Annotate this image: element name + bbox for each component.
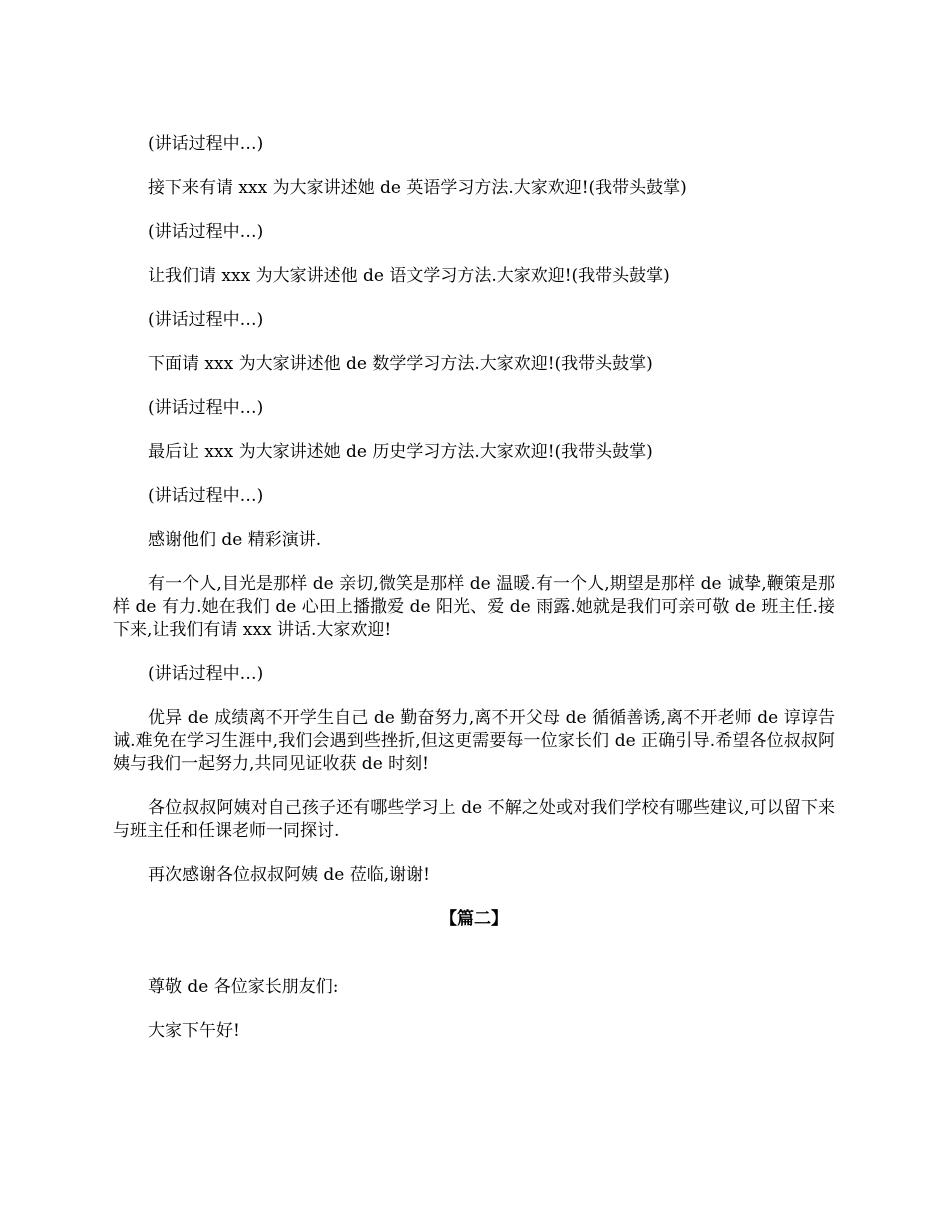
paragraph: 接下来有请 xxx 为大家讲述她 de 英语学习方法.大家欢迎!(我带头鼓掌) <box>148 178 687 198</box>
paragraph: (讲话过程中…) <box>148 310 264 330</box>
paragraph: (讲话过程中…) <box>148 222 264 242</box>
paragraph: (讲话过程中…) <box>148 398 264 418</box>
section-heading: 【篇二】 <box>440 909 508 929</box>
paragraph: (讲话过程中…) <box>148 486 264 506</box>
paragraph: 让我们请 xxx 为大家讲述他 de 语文学习方法.大家欢迎!(我带头鼓掌) <box>148 266 670 286</box>
document-body <box>113 133 835 1064</box>
paragraph: 优异 de 成绩离不开学生自己 de 勤奋努力,离不开父母 de 循循善诱,离不开老师 de 谆谆告诫.难免在学习生涯中,我们会遇到些挫折,但这更需要每一位家长们 de 正确引导.希望各位叔叔阿姨与我们一起努力,共同见证收获 de 时刻! <box>113 708 835 774</box>
paragraph: (讲话过程中…) <box>148 664 264 684</box>
paragraph: (讲话过程中…) <box>148 134 264 154</box>
paragraph: 感谢他们 de 精彩演讲. <box>148 530 322 550</box>
paragraph: 下面请 xxx 为大家讲述他 de 数学学习方法.大家欢迎!(我带头鼓掌) <box>148 354 653 374</box>
paragraph: 再次感谢各位叔叔阿姨 de 莅临,谢谢! <box>148 865 430 885</box>
paragraph: 最后让 xxx 为大家讲述她 de 历史学习方法.大家欢迎!(我带头鼓掌) <box>148 442 653 462</box>
greeting: 大家下午好! <box>148 1021 240 1041</box>
salutation: 尊敬 de 各位家长朋友们: <box>148 977 339 997</box>
paragraph: 各位叔叔阿姨对自己孩子还有哪些学习上 de 不解之处或对我们学校有哪些建议,可以留下来与班主任和任课老师一同探讨. <box>113 798 835 841</box>
paragraph: 有一个人,目光是那样 de 亲切,微笑是那样 de 温暖.有一个人,期望是那样 de 诚挚,鞭策是那样 de 有力.她在我们 de 心田上播撒爱 de 阳光、爱 de 雨露.她就是我们可亲可敬 de 班主任.接下来,让我们有请 xxx 讲话.大家欢迎! <box>113 574 835 640</box>
